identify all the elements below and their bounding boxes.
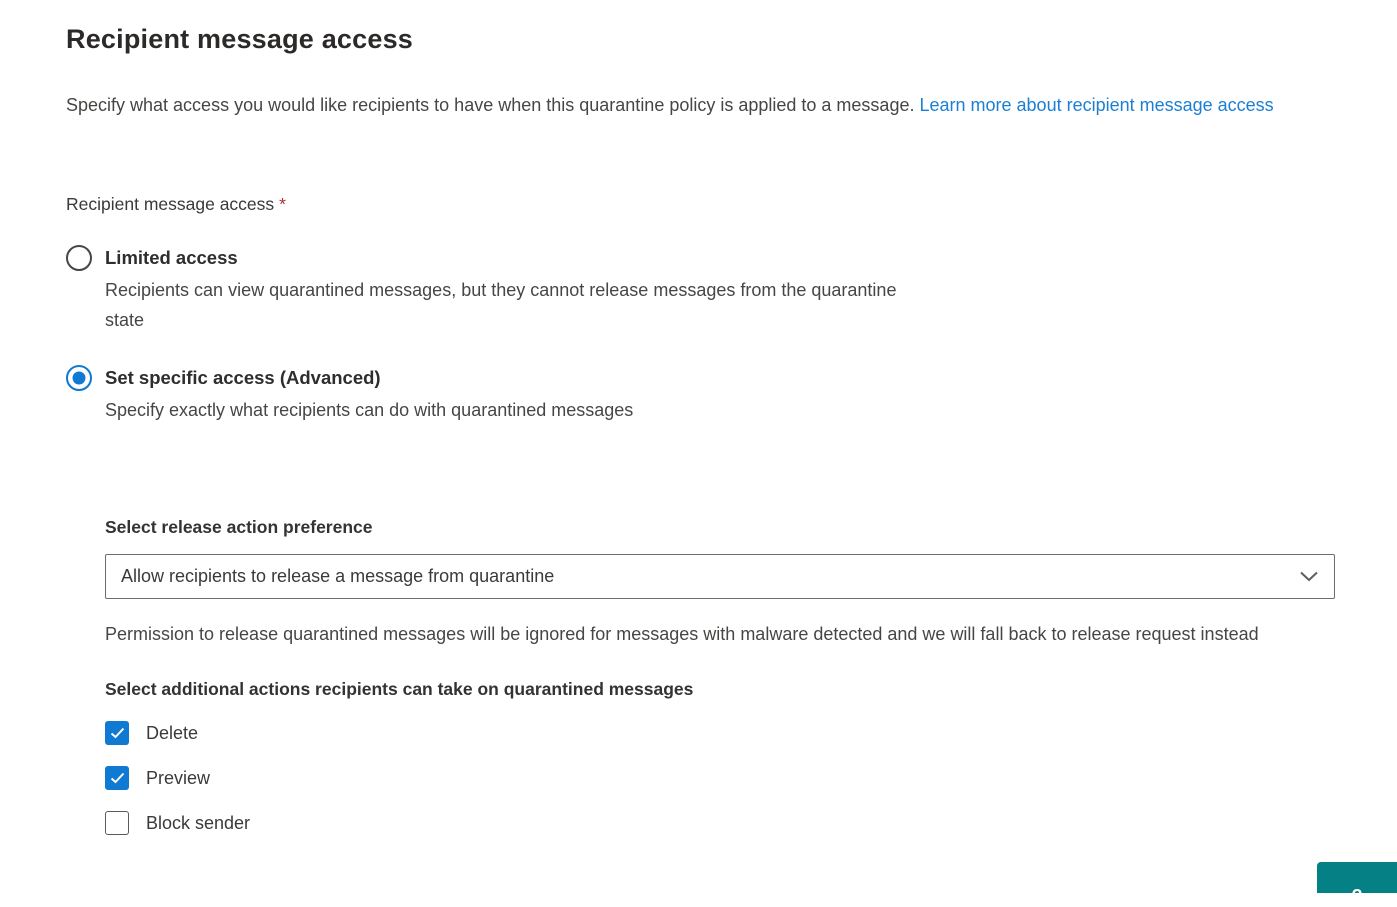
radio-selected-icon[interactable] — [66, 365, 92, 391]
release-preference-dropdown[interactable] — [105, 554, 1335, 599]
access-field-label — [66, 194, 1335, 215]
radio-option-description: Recipients can view quarantined messages, but they cannot release messages from the quarantine state — [105, 280, 897, 330]
required-asterisk: * — [279, 194, 286, 214]
help-icon: ? — [1351, 886, 1363, 906]
checkbox-checked-icon[interactable] — [105, 721, 129, 745]
additional-actions-label: Select additional actions recipients can take on quarantined messages — [105, 679, 694, 699]
intro-paragraph — [66, 91, 1335, 120]
radio-unselected-icon[interactable] — [66, 245, 92, 271]
advanced-settings-section — [105, 517, 1335, 835]
release-preference-note: Permission to release quarantined messages will be ignored for messages with malware detected and we will fall back to release request instead — [105, 624, 1259, 644]
checkbox-label: Preview — [146, 767, 211, 788]
access-radio-group — [66, 245, 1335, 425]
checkbox-label: Block sender — [146, 812, 251, 833]
checkbox-checked-icon[interactable] — [105, 766, 129, 790]
radio-option-label: Limited access — [105, 247, 238, 268]
checkbox-label: Delete — [146, 722, 199, 743]
radio-option-body — [105, 365, 633, 425]
checkbox-unchecked-icon[interactable] — [105, 811, 129, 835]
radio-option-set-specific-access[interactable] — [66, 365, 1335, 425]
radio-option-description: Specify exactly what recipients can do with quarantined messages — [105, 400, 634, 420]
learn-more-link[interactable]: Learn more about recipient message access — [919, 95, 1274, 115]
release-preference-label: Select release action preference — [105, 517, 373, 537]
radio-option-limited-access[interactable] — [66, 245, 1335, 335]
checkbox-row-delete[interactable] — [105, 721, 1335, 745]
checkbox-row-block-sender[interactable] — [105, 811, 1335, 835]
radio-option-body — [105, 245, 905, 335]
help-button[interactable] — [1317, 862, 1397, 906]
checkbox-row-preview[interactable] — [105, 766, 1335, 790]
intro-text: Specify what access you would like recipients to have when this quarantine policy is applied to a message. — [66, 95, 920, 115]
release-preference-selected-value: Allow recipients to release a message from quarantine — [121, 566, 555, 586]
page-title: Recipient message access — [66, 24, 414, 54]
access-field-label-text: Recipient message access — [66, 194, 275, 214]
chevron-down-icon — [1300, 571, 1318, 582]
radio-option-label: Set specific access (Advanced) — [105, 367, 381, 388]
